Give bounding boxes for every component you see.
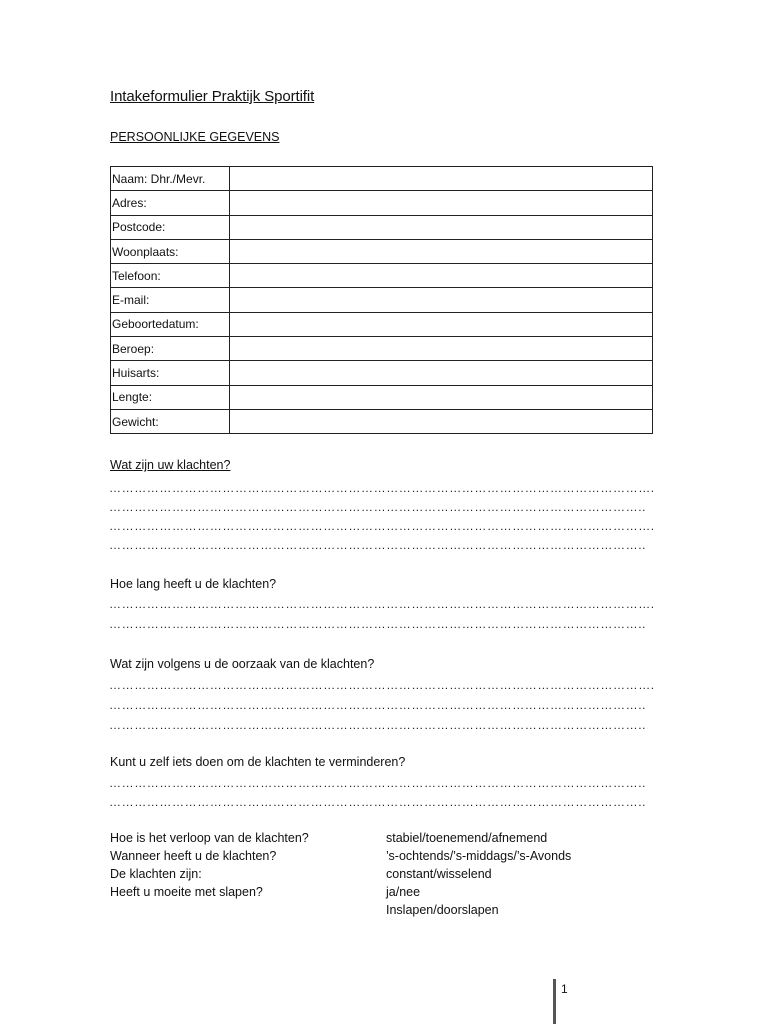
answer-line[interactable]: …………………………………………………………………………………………………………………. — [109, 519, 655, 533]
table-row — [111, 215, 653, 239]
answer-line[interactable]: ……………………………………………………………………………………………………………….. — [109, 795, 647, 809]
page-number-divider — [553, 979, 556, 1024]
phone-field[interactable] — [230, 264, 653, 288]
question-when: Wanneer heeft u de klachten? — [110, 849, 277, 863]
table-row — [111, 191, 653, 215]
table-row — [111, 409, 653, 433]
question-nature: De klachten zijn: — [110, 867, 202, 881]
question-duration: Hoe lang heeft u de klachten? — [110, 577, 277, 591]
table-row — [111, 312, 653, 336]
page-number: 1 — [561, 982, 568, 996]
occupation-field[interactable] — [230, 337, 653, 361]
answer-line[interactable]: ……………………………………………………………………………………………………………….. — [109, 698, 647, 712]
answer-line[interactable]: …………………………………………………………………………………………………………………. — [109, 678, 655, 692]
table-row — [111, 239, 653, 263]
question-cause: Wat zijn volgens u de oorzaak van de klachten? — [110, 657, 375, 671]
field-label: Adres: — [111, 191, 230, 215]
question-course: Hoe is het verloop van de klachten? — [110, 831, 309, 845]
city-field[interactable] — [230, 239, 653, 263]
table-row — [111, 167, 653, 191]
answer-line[interactable]: ……………………………………………………………………………………………………………….. — [109, 500, 647, 514]
table-row — [111, 288, 653, 312]
postcode-field[interactable] — [230, 215, 653, 239]
answer-options-sleep-type[interactable]: Inslapen/doorslapen — [386, 903, 499, 917]
answer-line[interactable]: …………………………………………………………………………………………………………………. — [109, 597, 655, 611]
birthdate-field[interactable] — [230, 312, 653, 336]
answer-line[interactable]: ……………………………………………………………………………………………………………….. — [109, 538, 647, 552]
field-label: Beroep: — [111, 337, 230, 361]
answer-options-when[interactable]: ’s-ochtends/’s-middags/’s-Avonds — [386, 849, 572, 863]
question-self-help: Kunt u zelf iets doen om de klachten te verminderen? — [110, 755, 406, 769]
address-field[interactable] — [230, 191, 653, 215]
answer-line[interactable]: …………………………………………………………………………………………………………………. — [109, 481, 655, 495]
field-label: Huisarts: — [111, 361, 230, 385]
table-row — [111, 264, 653, 288]
field-label: Woonplaats: — [111, 239, 230, 263]
height-field[interactable] — [230, 385, 653, 409]
answer-options-course[interactable]: stabiel/toenemend/afnemend — [386, 831, 548, 845]
question-sleep: Heeft u moeite met slapen? — [110, 885, 263, 899]
question-complaints: Wat zijn uw klachten? — [110, 458, 231, 472]
answer-line[interactable]: ……………………………………………………………………………………………………………….. — [109, 617, 647, 631]
document-title: Intakeformulier Praktijk Sportifit — [110, 88, 315, 105]
answer-line[interactable]: ……………………………………………………………………………………………………………….. — [109, 718, 647, 732]
table-row — [111, 385, 653, 409]
field-label: Telefoon: — [111, 264, 230, 288]
table-row — [111, 361, 653, 385]
weight-field[interactable] — [230, 409, 653, 433]
field-label: Lengte: — [111, 385, 230, 409]
field-label: Naam: Dhr./Mevr. — [111, 167, 230, 191]
name-field[interactable] — [230, 167, 653, 191]
field-label: Postcode: — [111, 215, 230, 239]
answer-options-nature[interactable]: constant/wisselend — [386, 867, 492, 881]
gp-field[interactable] — [230, 361, 653, 385]
answer-options-sleep[interactable]: ja/nee — [386, 885, 421, 899]
section-title: PERSOONLIJKE GEGEVENS — [110, 130, 280, 144]
answer-line[interactable]: ……………………………………………………………………………………………………………….. — [109, 776, 647, 790]
field-label: E-mail: — [111, 288, 230, 312]
field-label: Geboortedatum: — [111, 312, 230, 336]
table-row — [111, 337, 653, 361]
email-field[interactable] — [230, 288, 653, 312]
personal-details-table — [110, 166, 653, 434]
field-label: Gewicht: — [111, 409, 230, 433]
